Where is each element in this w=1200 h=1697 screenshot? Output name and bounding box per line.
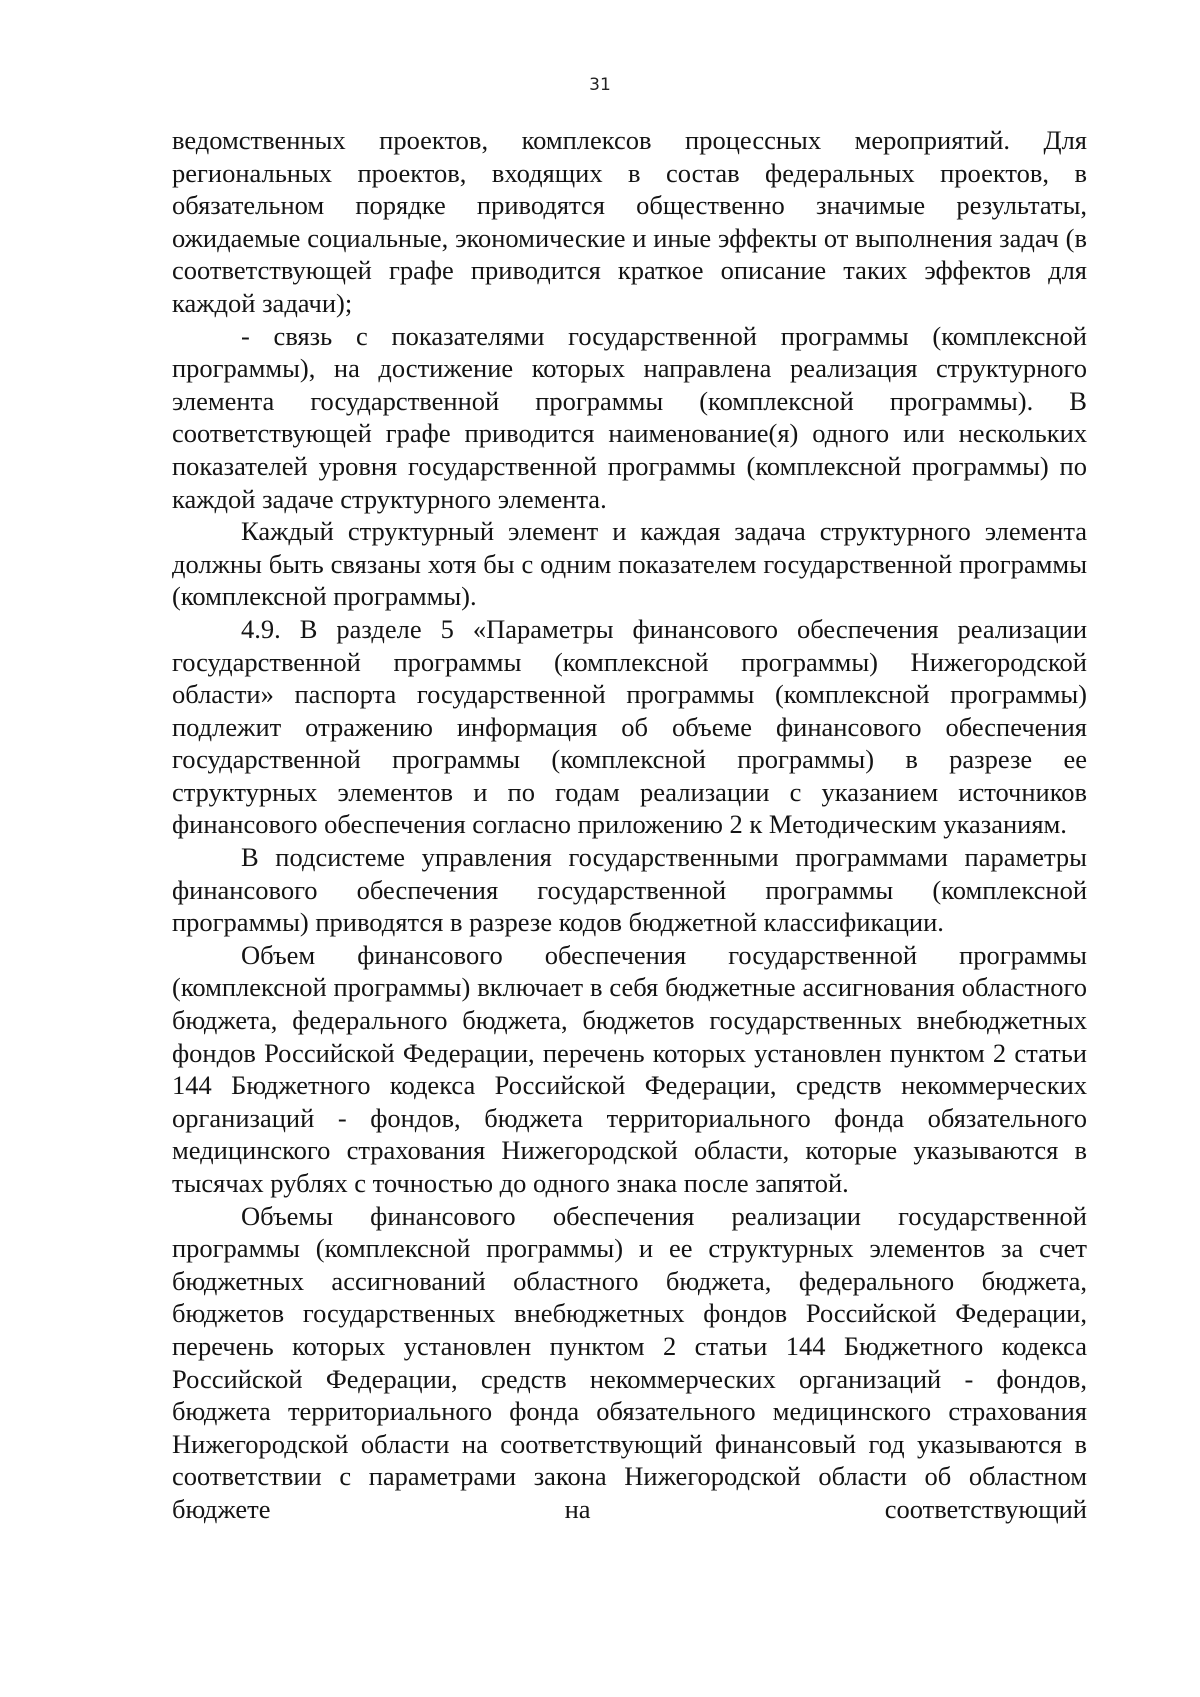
page-number: 31 (589, 75, 611, 95)
paragraph-section-4-9: 4.9. В разделе 5 «Параметры финансового обеспечения реализации государственной программы (комплексной программы) Нижегородской области» паспорта государственной программы (комплексной программы) подлежит отражению информация об объеме финансового обеспечения государственной программы (комплексной программы) в разрезе ее структурных элементов и по годам реализации с указанием источников финансового обеспечения согласно приложению 2 к Методическим указаниям. (172, 613, 1087, 840)
paragraph-financing-volumes: Объемы финансового обеспечения реализации государственной программы (комплексной программы) и ее структурных элементов за счет бюджетных ассигнований областного бюджета, федерального бюджета, бюджетов государственных внебюджетных фондов Российской Федерации, перечень которых установлен пунктом 2 статьи 144 Бюджетного кодекса Российской Федерации, средств некоммерческих организаций - фондов, бюджета территориального фонда обязательного медицинского страхования Нижегородской области на соответствующий финансовый год указываются в соответствии с параметрами закона Нижегородской области об областном бюджете на соответствующий (172, 1200, 1087, 1524)
document-body (172, 124, 1087, 1526)
paragraph-indicator-link: - связь с показателями государственной программы (комплексной программы), на достижение которых направлена реализация структурного элемента государственной программы (комплексной программы). В соответствующей графе приводится наименование(я) одного или нескольких показателей уровня государственной программы (комплексной программы) по каждой задаче структурного элемента. (172, 320, 1087, 514)
paragraph-structural-element: Каждый структурный элемент и каждая задача структурного элемента должны быть связаны хотя бы с одним показателем государственной программы (комплексной программы). (172, 516, 1087, 612)
paragraph-continuation: ведомственных проектов, комплексов процессных мероприятий. Для региональных проектов, входящих в состав федеральных проектов, в обязательном порядке приводятся общественно значимые результаты, ожидаемые социальные, экономические и иные эффекты от выполнения задач (в соответствующей графе приводится краткое описание таких эффектов для каждой задачи); (172, 125, 1087, 318)
paragraph-financing-volume: Объем финансового обеспечения государственной программы (комплексной программы) включает в себя бюджетные ассигнования областного бюджета, федерального бюджета, бюджетов государственных внебюджетных фондов Российской Федерации, перечень которых установлен пунктом 2 статьи 144 Бюджетного кодекса Российской Федерации, средств некоммерческих организаций - фондов, бюджета территориального фонда обязательного медицинского страхования Нижегородской области, которые указываются в тысячах рублях с точностью до одного знака после запятой. (172, 939, 1087, 1198)
paragraph-subsystem: В подсистеме управления государственными программами параметры финансового обеспечения государственной программы (комплексной программы) приводятся в разрезе кодов бюджетной классификации. (172, 842, 1087, 938)
